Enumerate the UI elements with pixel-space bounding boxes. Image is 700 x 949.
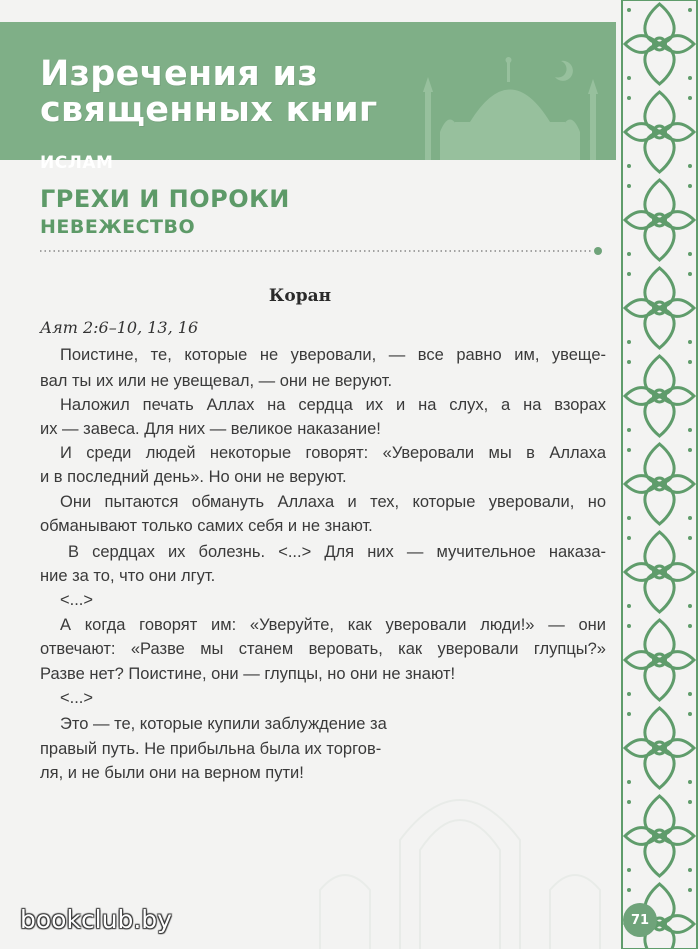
text-line: обманывают только самих себя и не знают.: [40, 517, 373, 535]
text-line: их — завеса. Для них — великое наказание!: [40, 420, 381, 438]
text-line: <...>: [60, 591, 94, 609]
text-line: Наложил печать Аллах на сердца их и на слух, а на взорах: [60, 396, 606, 414]
text-line: Разве нет? Поистине, они — глупцы, но они не знают!: [40, 665, 456, 683]
title-line-1: Изречения из: [40, 54, 319, 94]
text-line: и в последний день». Но они не веруют.: [40, 468, 347, 486]
watermark: bookclub.by: [20, 905, 172, 934]
text-line: вал ты их или не увещевал, — они не веруют.: [40, 372, 393, 390]
text-line: правый путь. Не прибыльна была их торгов-: [40, 740, 382, 758]
book-name: Коран: [268, 286, 332, 306]
text-line: Они пытаются обмануть Аллаха и тех, которые уверовали, но: [60, 493, 606, 511]
text-line: отвечают: «Разве мы станем веровать, как уверовали глупцы?»: [40, 640, 606, 658]
text-line: ние за то, что они лгут.: [40, 567, 216, 585]
section-subtitle: НЕВЕЖЕСТВО: [40, 216, 196, 238]
header-band: [0, 22, 616, 173]
page-number: 71: [623, 903, 657, 937]
text-line: Поистине, те, которые не уверовали, — все равно им, увеще-: [60, 346, 606, 364]
verse-reference: Аят 2:6–10, 13, 16: [40, 318, 199, 337]
text-line: Это — те, которые купили заблуждение за: [60, 715, 387, 733]
lattice-ornament-icon: [619, 0, 700, 949]
page-title: [40, 56, 378, 128]
text-line: И среди людей некоторые говорят: «Уверовали мы в Аллаха: [60, 444, 606, 462]
title-line-2: священных книг: [40, 90, 378, 130]
text-line: А когда говорят им: «Уверуйте, как уверовали люди!» — они: [60, 616, 606, 634]
text-line: ля, и не были они на верном пути!: [40, 764, 304, 782]
section-title: ГРЕХИ И ПОРОКИ: [40, 185, 290, 213]
text-line: В сердцах их болезнь. <...> Для них — мучительное наказа-: [68, 543, 606, 561]
religion-label: ИСЛАМ: [40, 153, 114, 173]
ornamental-divider-icon: [40, 246, 606, 256]
mosque-silhouette-icon: [395, 22, 625, 160]
text-line: <...>: [60, 689, 94, 707]
